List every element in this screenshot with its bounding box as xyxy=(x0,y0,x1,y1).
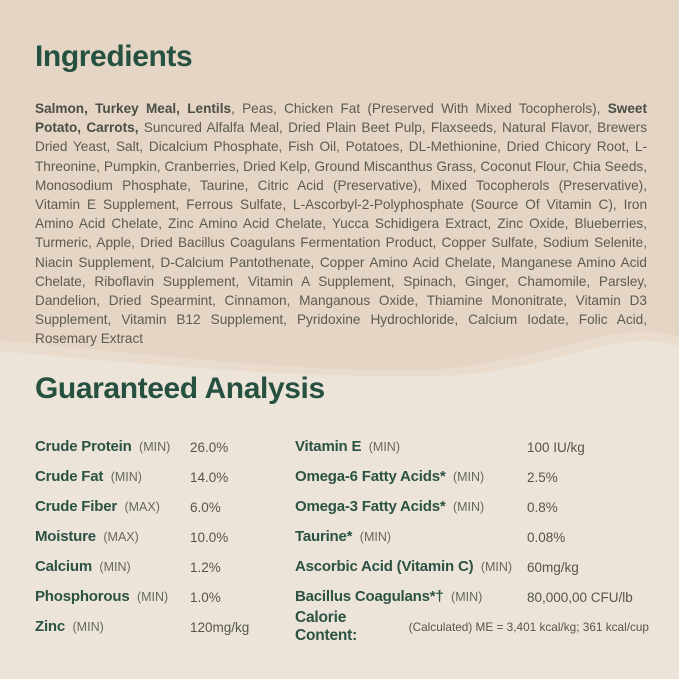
nutrient-name: Bacillus Coagulans*† xyxy=(295,588,444,605)
nutrient-value: 10.0% xyxy=(190,529,229,545)
nutrient-qualifier: (MIN) xyxy=(107,470,142,484)
nutrient-qualifier: (MIN) xyxy=(449,500,485,514)
analysis-right-rows xyxy=(295,432,649,612)
ingredients-paragraph xyxy=(35,99,647,349)
nutrient-row xyxy=(35,492,295,522)
nutrient-label xyxy=(295,588,527,606)
nutrient-label xyxy=(295,498,527,516)
nutrient-row xyxy=(295,432,649,462)
nutrient-value: 14.0% xyxy=(190,469,229,485)
nutrient-label xyxy=(35,438,190,456)
nutrient-row xyxy=(35,612,295,642)
guaranteed-analysis-title: Guaranteed Analysis xyxy=(35,372,325,405)
nutrient-row xyxy=(35,522,295,552)
nutrient-qualifier: (MAX) xyxy=(99,530,139,544)
nutrient-row xyxy=(295,462,649,492)
analysis-right-column xyxy=(295,432,649,642)
nutrient-name: Vitamin E xyxy=(295,438,362,455)
nutrient-name: Ascorbic Acid (Vitamin C) xyxy=(295,558,474,575)
nutrient-row xyxy=(295,552,649,582)
nutrient-name: Crude Protein xyxy=(35,438,132,455)
nutrient-value: 0.8% xyxy=(527,499,558,515)
nutrient-qualifier: (MAX) xyxy=(120,500,160,514)
nutrient-name: Omega-6 Fatty Acids* xyxy=(295,468,446,485)
nutrient-name: Taurine* xyxy=(295,528,353,545)
nutrient-label xyxy=(295,528,527,546)
analysis-left-column xyxy=(35,432,295,642)
nutrient-name: Omega-3 Fatty Acids* xyxy=(295,498,446,515)
nutrient-value: 1.2% xyxy=(190,559,221,575)
nutrient-qualifier: (MIN) xyxy=(95,560,131,574)
nutrient-name: Moisture xyxy=(35,528,96,545)
nutrient-row xyxy=(35,462,295,492)
ingredients-mid-text: , Peas, Chicken Fat (Preserved With Mixed Tocopherols), xyxy=(231,101,608,116)
nutrient-row xyxy=(295,522,649,552)
nutrient-label xyxy=(35,498,190,516)
nutrient-label xyxy=(295,468,527,486)
nutrient-value: 120mg/kg xyxy=(190,619,250,635)
nutrient-value: 26.0% xyxy=(190,439,229,455)
nutrient-row xyxy=(295,492,649,522)
nutrient-qualifier: (MIN) xyxy=(449,470,485,484)
nutrient-name: Calcium xyxy=(35,558,92,575)
nutrient-label xyxy=(35,558,190,576)
calorie-content-value: (Calculated) ME = 3,401 kcal/kg; 361 kcal/cup xyxy=(408,620,649,634)
nutrient-value: 0.08% xyxy=(527,529,566,545)
ingredients-bold-secondary: Sweet Potato, Carrots, xyxy=(35,101,647,136)
guaranteed-analysis-table xyxy=(35,432,649,642)
nutrient-name: Phosphorous xyxy=(35,588,130,605)
ingredients-bold-lead: Salmon, Turkey Meal, Lentils xyxy=(35,101,232,116)
nutrient-qualifier: (MIN) xyxy=(356,530,392,544)
nutrient-name: Crude Fat xyxy=(35,468,104,485)
nutrient-label xyxy=(295,558,527,576)
nutrient-label xyxy=(35,588,190,606)
nutrient-label xyxy=(35,528,190,546)
nutrient-label xyxy=(35,618,190,636)
ingredients-title: Ingredients xyxy=(35,40,193,73)
nutrient-value: 80,000,00 CFU/lb xyxy=(527,589,633,605)
calorie-content-label: Calorie Content: xyxy=(295,609,358,644)
nutrient-label xyxy=(35,468,190,486)
nutrient-qualifier: (MIN) xyxy=(135,440,171,454)
nutrient-name: Zinc xyxy=(35,618,66,635)
nutrient-label xyxy=(295,438,527,456)
nutrient-row xyxy=(295,582,649,612)
nutrient-row xyxy=(35,432,295,462)
nutrient-qualifier: (MIN) xyxy=(477,560,513,574)
nutrient-qualifier: (MIN) xyxy=(365,440,400,454)
nutrient-value: 6.0% xyxy=(190,499,221,515)
calorie-content-row xyxy=(295,609,649,644)
nutrient-row xyxy=(35,582,295,612)
nutrient-qualifier: (MIN) xyxy=(69,620,104,634)
ingredients-rest-text: Suncured Alfalfa Meal, Dried Plain Beet Pulp, Flaxseeds, Natural Flavor, Brewers Dried Yeast, Salt, Dicalcium Phosphate, Fish Oil, Potatoes, DL-Methionine, Dried Chicory Root, L-Threonine, Pumpkin, Cranberries, Dried Kelp, Ground Miscanthus Grass, Coconut Flour, Chia Seeds, Monosodium Phosphate, Taurine, Citric Acid (Preservative), Mixed Tocopherols (Preservative), Vitamin E Supplement, Ferrous Sulfate, L-Ascorbyl-2-Polyphosphate (Source Of Vitamin C), Iron Amino Acid Chelate, Zinc Amino Acid Chelate, Yucca Schidigera Extract, Zinc Oxide, Blueberries, Turmeric, Apple, Dried Bacillus Coagulans Fermentation Product, Copper Sulfate, Sodium Selenite, Niacin Supplement, D-Calcium Pantothenate, Copper Amino Acid Chelate, Manganese Amino Acid Chelate, Riboflavin Supplement, Vitamin A Supplement, Spinach, Ginger, Chamomile, Parsley, Dandelion, Dried Spearmint, Cinnamon, Manganous Oxide, Thiamine Mononitrate, Vitamin D3 Supplement, Vitamin B12 Supplement, Pyridoxine Hydrochloride, Calcium Iodate, Folic Acid, Rosemary Extract xyxy=(35,120,647,347)
nutrient-qualifier: (MIN) xyxy=(447,590,483,604)
nutrient-name: Crude Fiber xyxy=(35,498,117,515)
nutrient-qualifier: (MIN) xyxy=(133,590,169,604)
nutrient-value: 2.5% xyxy=(527,469,558,485)
nutrient-value: 60mg/kg xyxy=(527,559,579,575)
nutrient-value: 100 IU/kg xyxy=(527,439,585,455)
nutrient-row xyxy=(35,552,295,582)
nutrient-value: 1.0% xyxy=(190,589,221,605)
